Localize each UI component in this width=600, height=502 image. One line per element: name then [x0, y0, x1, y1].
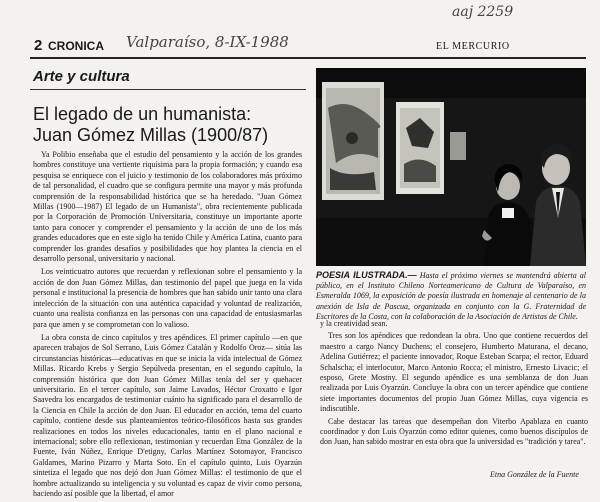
rubric-rule [30, 89, 306, 90]
page-number: 2 [34, 37, 43, 54]
caption-text: Hasta el próximo viernes se mantendrá abierta al público, en el Instituto Chileno Norteamericano de Cultura de Valparaíso, en Esmeralda 1069, la exposición de poesía ilustrada en homenaje al centenario de la anexión de Isla de Pascua, organizada en conjunto con la G. Fraternidad de Escritores de la Costa, con la colaboración de la Asociación de Artistas de Chile. [316, 271, 586, 321]
article-headline [33, 104, 308, 146]
article-body-right [320, 319, 588, 450]
body-paragraph-6: Cabe destacar las tareas que desempeñan don Viterbo Apablaza en cuanto coordinador y don Luis Oyarzún como editor quienes, como buenos discípulos de don Juan, han sabido mostrar en esta obra que la universidad es "tradición y tarea". [320, 416, 588, 447]
caption-title: POESIA ILUSTRADA.— [316, 270, 417, 280]
header-rule [30, 57, 586, 59]
body-paragraph-3: La obra consta de cinco capítulos y tres apéndices. El primer capítulo —en que aparecen trabajos de Sol Serrano, Luis Gómez Catalán y Rodolfo Oroz— sitúa las circunstancias históricas—educativas en que se inicia la vida intelectual de Gómez Millas. Ricardo Krebs y Sergio Sepúlveda presentan, en el segundo capítulo, la comprensión histórica que don Juan Gómez Millas tenía del ser y quehacer universitario. En el tercer capítulo, son Jaime Lavados, Héctor Croxatto e Igor Saavedra los encargados de testimoniar cuánto ha significado para el desarrollo de la Ciencia en Chile la acción de don Juan. El educador en acción, tema del cuarto capítulo, contiene desde sus planteamientos teórico-filosóficos hasta sus grandes realizaciones en todos los niveles educacionales, tanto en el plano nacional e internacional; sobre ello reflexionan, testimonian y recuerdan Etna González de la Fuente, Iván Núñez, Enrique D'etigny, Carlos Martínez Sotomayor, Francisco Galdames, Marino Pizarro y Marta Soto. En el capítulo quinto, Luis Oyarzún sintetiza el legado que nos dejó don Juan Gómez Millas: el testimonio de que el hombre actualizando su inteligencia y su voluntad es capaz de vivir como persona, haciendo así posible que la libertad, el amor [33, 332, 302, 498]
headline-line-2: Juan Gómez Millas (1900/87) [33, 125, 269, 145]
newspaper-name: EL MERCURIO [436, 41, 510, 52]
section-rubric: Arte y cultura [33, 68, 130, 85]
archive-reference: aaj 2259 [452, 4, 514, 20]
body-paragraph-2: Los veinticuatro autores que recuerdan y reflexionan sobre el pensamiento y la acción de don Juan Gómez Millas, dan testimonio del papel que juega en la vida personal e institucional la presencia de hombres que han sabido unir tanto una clara intelección de la situación con una auténtica capacidad y voluntad de realización, cuanto una realista confianza en las personas con una capacidad de entusiasmarlas para que amen y se comprometan con lo valioso. [33, 267, 302, 329]
body-paragraph-1: Ya Polibio enseñaba que el estudio del pensamiento y la acción de los grandes hombres constituye una vertiente riquísima para la propia formación; y cuando esa pesquisa se enriquece con el juicio y testimonio de los colaboradores más próximo de tal personalidad, el cuadro que se configura permite una mayor y más profunda comprensión de la responsabilidad histórica que se ha heredado. "Juan Gómez Millas (1900—1987) El legado de un Humanista", obra recientemente publicada por la Corporación de Promoción Universitaria, constituye un importante aporte tanto para conocer y comprender el pensamiento y la acción de uno de los más grandes educadores que en este siglo ha tenido Chile y América Latina, cuanto para comprender los grandes desafíos y posibilidades que hoy plantea la ciencia en el desarrollo personal, universitario y nacional. [33, 150, 302, 264]
headline-line-1: El legado de un humanista: [33, 104, 252, 124]
body-paragraph-4: y la creatividad sean. [320, 319, 388, 328]
photo-illustration [316, 68, 586, 266]
author-signature: Etna González de la Fuente [490, 470, 579, 479]
handwritten-city-date: Valparaíso, 8-IX-1988 [126, 33, 289, 51]
article-body-left [33, 150, 302, 502]
photo-caption [316, 270, 586, 322]
page-header [34, 33, 582, 57]
body-paragraph-5: Tres son los apéndices que redondean la obra. Uno que contiene recuerdos del maestro a cargo Nancy Duchens; el consejero, Humberto Maturana, el decano, Adelina Gutiérrez; el paciente innovador, Roque Esteban Scarpa; el rector, Eduard Schalscha; el interlocutor, Marco Antonio Rocca; el ministro, Ernesto Livacic; el esposo, Grete Mostny. El segundo apéndice es una semblanza de don Juan realizada por Luis Oyarzún. Concluye la obra con un tercer apéndice que contiene siete importantes documentos del propio Juan Gómez Millas, cuya vigencia es indiscutible. [320, 331, 588, 414]
news-photo [316, 68, 586, 266]
section-name: CRONICA [48, 39, 104, 53]
